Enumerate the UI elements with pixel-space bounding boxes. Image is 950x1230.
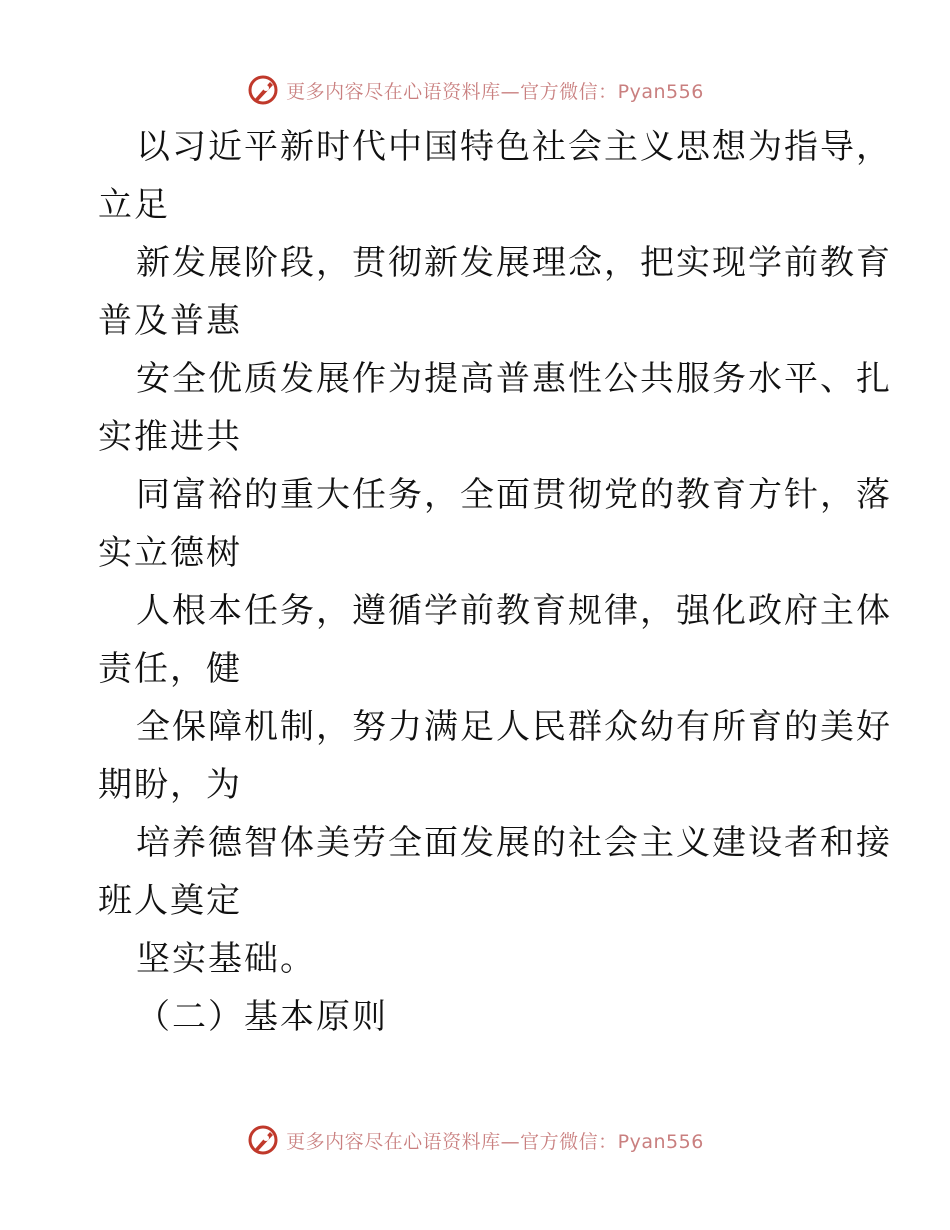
header-banner-text: 更多内容尽在心语资料库—官方微信：Pyan556 [286,80,704,103]
ink-pen-logo-icon [246,1123,280,1157]
body-line: 同富裕的重大任务，全面贯彻党的教育方针，落 [136,475,892,515]
body-line: 实推进共 [98,417,242,457]
body-line: 新发展阶段，贯彻新发展理念，把实现学前教育 [136,243,892,283]
body-line: 人根本任务，遵循学前教育规律，强化政府主体 [136,591,892,631]
body-line: 实立德树 [98,533,242,573]
body-line: 坚实基础。 [136,939,316,979]
body-line: 期盼，为 [98,765,242,805]
body-line: 班人奠定 [98,881,242,921]
body-line: 全保障机制，努力满足人民群众幼有所育的美好 [136,707,892,747]
body-line: 责任，健 [98,649,242,689]
body-line: 普及普惠 [98,301,242,341]
body-line: 以习近平新时代中国特色社会主义思想为指导， [136,127,892,167]
footer-banner-text: 更多内容尽在心语资料库—官方微信：Pyan556 [286,1130,704,1153]
section-heading: （二）基本原则 [136,997,388,1037]
header-banner [0,70,950,110]
footer-banner [0,1120,950,1160]
body-line: 安全优质发展作为提高普惠性公共服务水平、扎 [136,359,892,399]
body-line: 立足 [98,185,170,225]
ink-pen-logo-icon [246,73,280,107]
body-line: 培养德智体美劳全面发展的社会主义建设者和接 [136,823,892,863]
